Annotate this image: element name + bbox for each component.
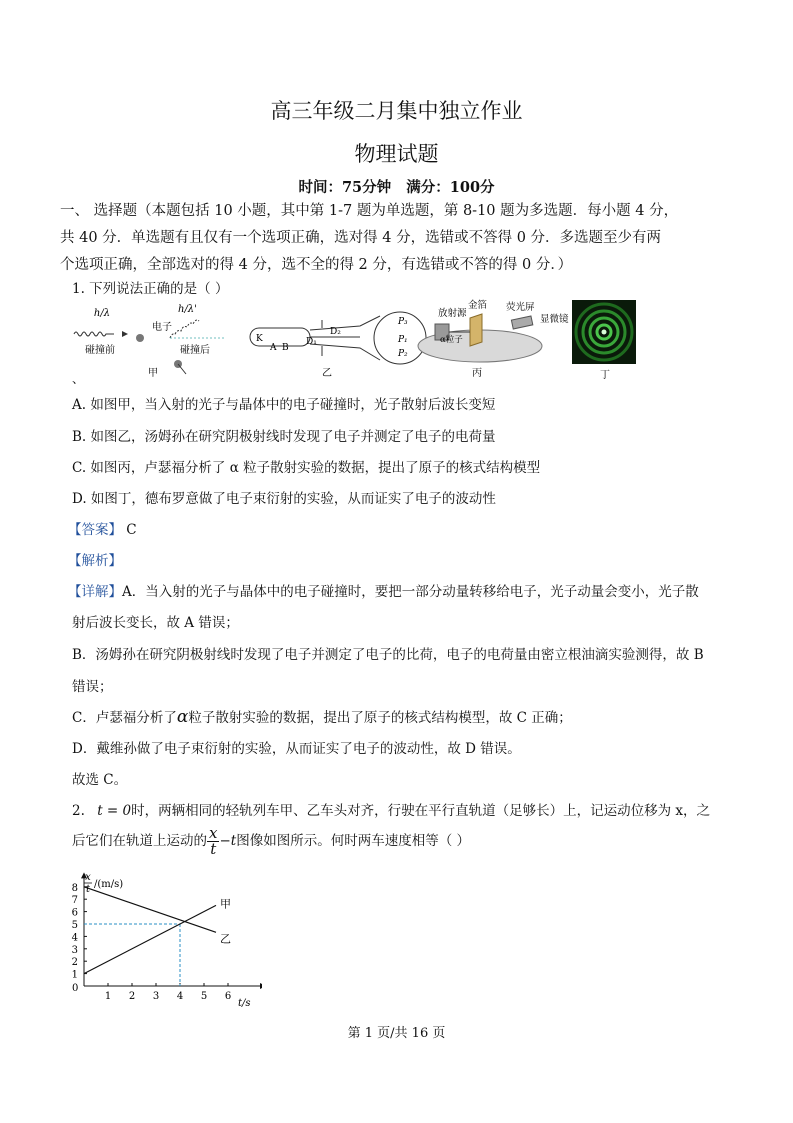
bing-alpha: α粒子 — [440, 335, 463, 345]
y-tick-label: 3 — [71, 944, 78, 956]
q2-minus-t: −t — [219, 833, 237, 849]
yi-A: A — [270, 343, 277, 353]
x-tick-label: 3 — [152, 991, 160, 1002]
yi-P2: P₂ — [398, 349, 408, 359]
y-tick-label: 6 — [71, 907, 78, 919]
q2-stem-line-1 — [72, 799, 710, 819]
detail-d-line: D．戴维孙做了电子束衍射的实验，从而证实了电子的波动性，故 D 错误。 — [72, 741, 521, 757]
page-footer: 第 1 页/共 16 页 — [347, 1026, 446, 1041]
incident-arrow — [122, 331, 128, 337]
yi-D2: D₂ — [330, 327, 341, 337]
xlabel: t/s — [238, 998, 251, 1009]
jia-caption: 甲 — [148, 368, 158, 379]
yi-P1: P₁ — [398, 335, 408, 345]
q2-stem-l2-pre: 后它们在轨道上运动的 — [72, 833, 207, 849]
x-tick-label: 1 — [104, 991, 112, 1002]
chart-series — [84, 887, 231, 974]
q1-option-d: D. 如图丁，德布罗意做了电子束衍射的实验，从而证实了电子的波动性 — [72, 491, 496, 507]
q1-stem: 1. 下列说法正确的是（ ） — [72, 281, 229, 297]
y-tick-label: 8 — [71, 882, 78, 894]
instructions-line-3: 个选项正确，全部选对的得 4 分，选不全的得 2 分，有选错或不答的得 0 分．） — [60, 257, 573, 273]
detail-b-line-2: 错误； — [72, 679, 113, 695]
instructions-line-1: 一、 选择题（本题包括 10 小题，其中第 1-7 题为单选题，第 8-10 题为多选题．每小题 4 分， — [60, 203, 679, 219]
yi-P3: P₃ — [398, 317, 408, 327]
x-tick-label: 6 — [224, 991, 232, 1002]
ylabel-den: t — [85, 884, 91, 895]
y-tick-label: 2 — [71, 957, 78, 969]
chart-y-label — [84, 872, 123, 895]
page-title: 高三年级二月集中独立作业 — [270, 99, 523, 123]
scattered-wave — [170, 320, 199, 338]
x-over-t-fraction — [207, 826, 219, 857]
bing-screen: 荧光屏 — [506, 302, 535, 313]
q2-stem-l1-rest: 时，两辆相同的轻轨列车甲、乙车头对齐，行驶在平行直轨道（足够长）上，记运动位移为 x，之 — [131, 803, 711, 819]
answer-line — [68, 518, 137, 538]
yi-caption: 乙 — [322, 368, 332, 379]
tube-flare — [310, 316, 380, 360]
detail-c-pre: C．卢瑟福分析了 — [72, 710, 177, 726]
section-instructions — [60, 198, 740, 279]
recoil-arrow — [178, 364, 186, 374]
y-tick-label: 1 — [71, 969, 78, 981]
jia-h-lambda-2: h/λ' — [178, 304, 197, 315]
microscope-body — [511, 316, 532, 329]
detail-a-text-1: A．当入射的光子与晶体中的电子碰撞时，要把一部分动量转移给电子，光子动量会变小，光子散 — [122, 584, 699, 600]
yi-B: B — [282, 343, 289, 353]
alpha-symbol: α — [176, 707, 189, 727]
x-tick-label: 5 — [200, 991, 208, 1002]
jia-after: 碰撞后 — [180, 345, 210, 356]
central-spot — [602, 330, 607, 335]
q1-figure-strip — [60, 298, 650, 380]
bing-microscope: 显微镜 — [540, 314, 569, 325]
detail-a-line-2: 射后波长变长，故 A 错误； — [72, 615, 239, 631]
ylabel-unit: /(m/s) — [94, 879, 124, 890]
series-label-1: 甲 — [220, 897, 231, 911]
x-tick-label: 4 — [176, 991, 184, 1002]
xt-t-chart — [62, 868, 262, 1010]
q2-number: 2. — [72, 803, 85, 819]
q1-option-b: B. 如图乙，汤姆孙在研究阴极射线时发现了电子并测定了电子的电荷量 — [72, 429, 496, 445]
jia-h-lambda-1: h/λ — [93, 308, 111, 319]
electron-dot — [136, 334, 144, 342]
figure-bing — [418, 299, 569, 379]
detail-a-line-1 — [68, 580, 699, 600]
q1-option-c: C. 如图丙，卢瑟福分析了 α 粒子散射实验的数据，提出了原子的核式结构模型 — [72, 460, 541, 476]
detail-label: 【详解】 — [68, 584, 122, 600]
q2-stem-line-2 — [72, 826, 470, 857]
detail-c-line — [72, 706, 572, 727]
conclusion: 故选 C。 — [72, 772, 128, 788]
series-label-2: 乙 — [220, 932, 231, 946]
detail-c-post: 粒子散射实验的数据，提出了原子的核式结构模型，故 C 正确； — [188, 710, 572, 726]
answer-label: 【答案】 — [68, 522, 122, 538]
y-tick-label: 5 — [71, 920, 78, 931]
answer-value: C — [126, 522, 137, 538]
series-line-1 — [84, 905, 216, 973]
y-tick-label: 7 — [71, 895, 78, 907]
origin-label: 0 — [72, 983, 79, 994]
q1-option-a: A. 如图甲，当入射的光子与晶体中的电子碰撞时，光子散射后波长变短 — [72, 397, 496, 413]
analysis-label: 【解析】 — [68, 553, 122, 569]
figure-yi — [250, 312, 426, 379]
bing-caption: 丙 — [472, 368, 482, 379]
bing-source: 放射源 — [438, 308, 467, 319]
exam-meta: 时间：75分钟 满分：100分 — [298, 179, 495, 196]
ding-caption: 丁 — [600, 370, 610, 380]
yi-K: K — [256, 334, 263, 344]
q2-t0: t = 0 — [97, 803, 132, 819]
frac-den: t — [210, 840, 217, 858]
incident-wave — [74, 332, 114, 336]
chart-ticks — [72, 883, 232, 1002]
x-axis-arrow — [260, 983, 262, 989]
series-line-2 — [84, 887, 216, 933]
instructions-line-2: 共 40 分．单选题有且仅有一个选项正确，选对得 4 分，选错或不答得 0 分．多选题至少有两 — [60, 230, 662, 246]
figure-jia — [74, 304, 225, 379]
x-tick-label: 2 — [128, 991, 136, 1002]
detail-b-line-1: B．汤姆孙在研究阴极射线时发现了电子并测定了电子的比荷，电子的电荷量由密立根油滴实验测得，故 B — [72, 647, 704, 663]
y-tick-label: 4 — [71, 932, 78, 944]
gold-foil — [470, 314, 482, 346]
page-subtitle: 物理试题 — [354, 142, 439, 166]
q2-stem-l2-post: 图像如图所示。何时两车速度相等（ ） — [236, 833, 471, 849]
chart-guides — [84, 924, 180, 986]
yi-D1: D₁ — [306, 337, 317, 347]
frac-num: x — [209, 824, 218, 842]
bing-foil: 金箔 — [468, 300, 488, 311]
stray-mark: 、 — [72, 372, 85, 386]
jia-before: 碰撞前 — [85, 345, 115, 356]
jia-electron: 电子 — [152, 322, 172, 333]
figure-ding — [572, 300, 636, 380]
ylabel-num: x — [85, 872, 91, 883]
